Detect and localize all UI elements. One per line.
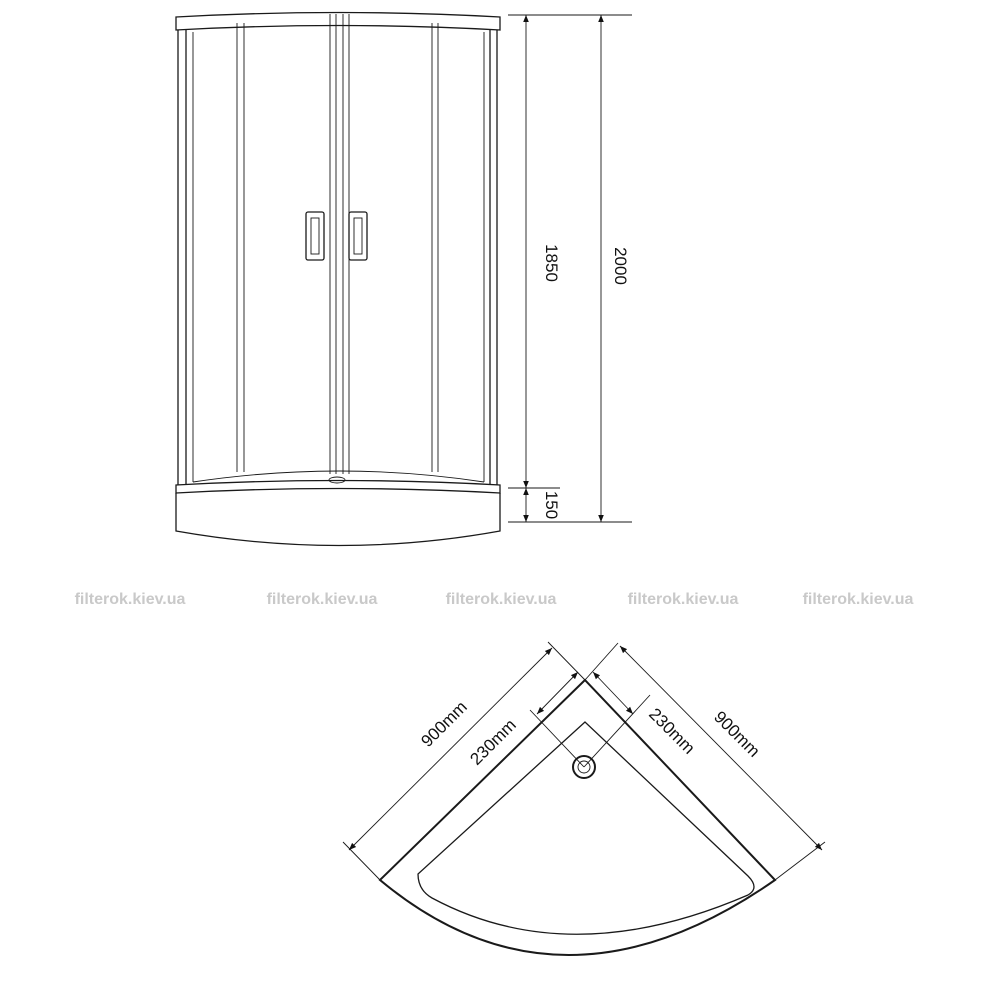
- dim-line-230-right: [593, 672, 633, 714]
- dim-2000-label: 2000: [611, 247, 630, 285]
- dim-230-right-label: 230mm: [645, 704, 699, 758]
- left-door-handle: [306, 212, 324, 260]
- right-post: [490, 30, 497, 485]
- watermark-4: filterok.kiev.ua: [627, 591, 739, 608]
- dim-1850-label: 1850: [542, 244, 561, 282]
- tray-body: [176, 493, 500, 546]
- watermark-1: filterok.kiev.ua: [74, 591, 186, 608]
- top-frame-rail: [176, 13, 500, 31]
- dim-230-left-label: 230mm: [466, 715, 520, 769]
- watermark-5: filterok.kiev.ua: [802, 591, 914, 608]
- watermark-3: filterok.kiev.ua: [445, 591, 557, 608]
- front-view: [176, 13, 632, 546]
- sliding-doors-center: [330, 14, 349, 474]
- dim-line-900-left: [349, 648, 552, 850]
- watermark-row: [75, 591, 914, 608]
- dim-900-left-label: 900mm: [417, 697, 471, 751]
- dim-900-right-label: 900mm: [710, 707, 764, 761]
- right-fixed-glass: [432, 23, 484, 482]
- top-view: [343, 642, 825, 955]
- left-post: [178, 30, 186, 485]
- tray-rim: [176, 481, 500, 494]
- watermark-2: filterok.kiev.ua: [266, 591, 378, 608]
- dim-150-label: 150: [542, 490, 561, 520]
- left-fixed-glass: [193, 23, 244, 482]
- right-door-handle: [349, 212, 367, 260]
